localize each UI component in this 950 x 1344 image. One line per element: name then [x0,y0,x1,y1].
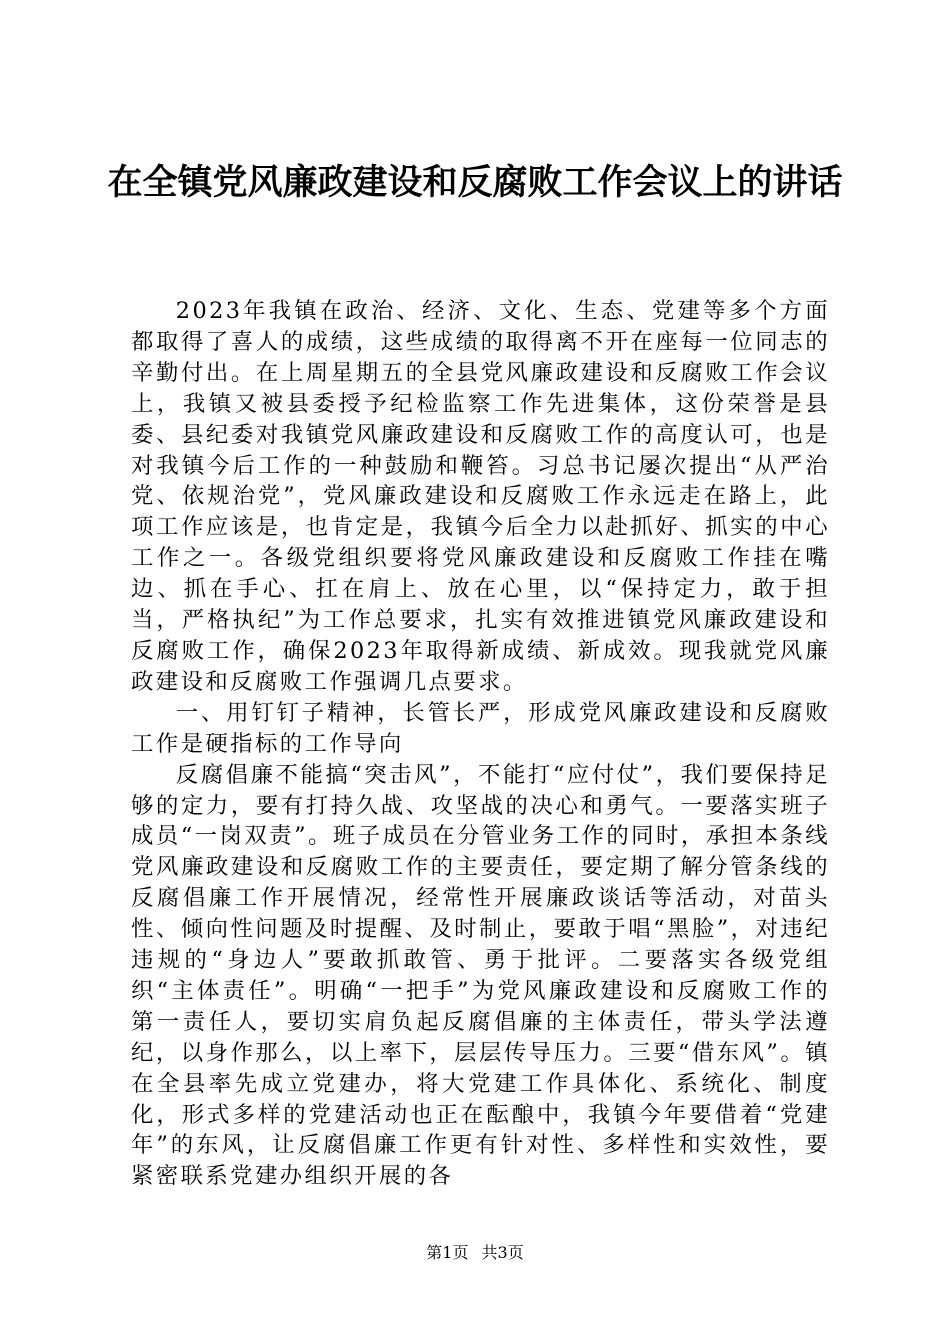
page-footer [0,1242,950,1264]
document-body [131,296,830,1192]
page-number: 第1页 [426,1243,469,1262]
document-title: 在全镇党风廉政建设和反腐败工作会议上的讲话 [107,163,843,203]
paragraph-intro: 2023年我镇在政治、经济、文化、生态、党建等多个方面都取得了喜人的成绩，这些成绩的取得离不开在座每一位同志的辛勤付出。在上周星期五的全县党风廉政建设和反腐败工作会议上，我镇又被县委授予纪检监察工作先进集体，这份荣誉是县委、县纪委对我镇党风廉政建设和反腐败工作的高度认可，也是对我镇今后工作的一种鼓励和鞭笞。习总书记屡次提出“从严治党、依规治党”，党风廉政建设和反腐败工作永远走在路上，此项工作应该是，也肯定是，我镇今后全力以赴抓好、抓实的中心工作之一。各级党组织要将党风廉政建设和反腐败工作挂在嘴边、抓在手心、扛在肩上、放在心里，以“保持定力，敢于担当，严格执纪”为工作总要求，扎实有效推进镇党风廉政建设和反腐败工作，确保2023年取得新成绩、新成效。现我就党风廉政建设和反腐败工作强调几点要求。 [131,298,830,695]
section-heading-1: 一、用钉钉子精神，长管长严，形成党风廉政建设和反腐败工作是硬指标的工作导向 [131,699,830,757]
paragraph-section-1: 反腐倡廉不能搞“突击风”，不能打“应付仗”，我们要保持足够的定力，要有打持久战、攻坚战的决心和勇气。一要落实班子成员“一岗双责”。班子成员在分管业务工作的同时，承担本条线党风廉政建设和反腐败工作的主要责任，要定期了解分管条线的反腐倡廉工作开展情况，经常性开展廉政谈话等活动，对苗头性、倾向性问题及时提醒、及时制止，要敢于唱“黑脸”，对违纪违规的“身边人”要敢抓敢管、勇于批评。二要落实各级党组织“主体责任”。明确“一把手”为党风廉政建设和反腐败工作的第一责任人，要切实肩负起反腐倡廉的主体责任，带头学法遵纪，以身作那么，以上率下，层层传导压力。三要“借东风”。镇在全县率先成立党建办，将大党建工作具体化、系统化、制度化，形式多样的党建活动也正在酝酿中，我镇今年要借着“党建年”的东风，让反腐倡廉工作更有针对性、多样性和实效性，要紧密联系党建办组织开展的各 [131,761,830,1190]
page-total: 共3页 [481,1243,524,1262]
